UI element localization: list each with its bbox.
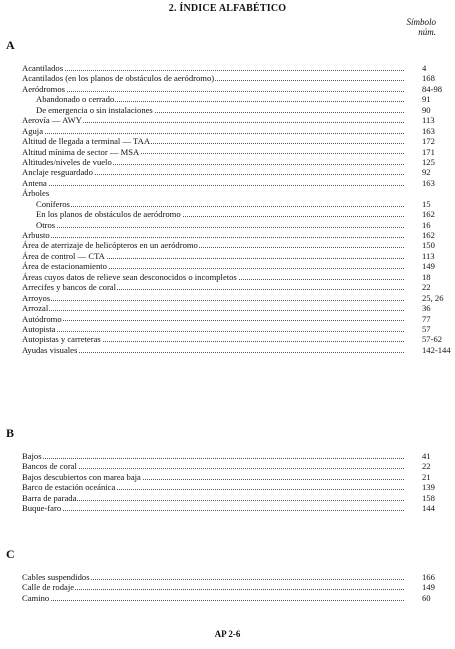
entry-label: Camino — [22, 592, 50, 603]
entry-label: Altitud de llegada a terminal — TAA — [22, 136, 151, 147]
entry-label-cell — [22, 251, 404, 261]
entry-symbol-number: 172 — [422, 136, 435, 147]
entry-symbol-number: 84-98 — [422, 83, 443, 94]
entry-symbol-number: 18 — [422, 271, 431, 282]
entry-label: Bajos — [22, 451, 42, 461]
entry-label-cell — [22, 293, 404, 303]
index-entry — [22, 167, 436, 177]
index-entry — [22, 482, 436, 492]
entry-label-cell — [22, 493, 404, 503]
entry-label-cell — [22, 147, 404, 157]
index-entry — [22, 503, 436, 513]
entry-symbol-number: 4 — [422, 63, 427, 73]
index-entry — [22, 126, 436, 136]
index-subentry — [22, 94, 436, 104]
entry-symbol-number: 77 — [422, 313, 431, 324]
entry-symbol-number: 90 — [422, 104, 431, 115]
entry-label: Arrozal — [22, 303, 49, 314]
entry-label: Otros — [36, 219, 56, 230]
entry-label: Autopistas y carreteras — [22, 334, 101, 345]
index-entry — [22, 147, 436, 157]
entry-symbol-number: 57-62 — [422, 334, 443, 345]
page-footer: AP 2-6 — [214, 629, 241, 639]
entry-label-cell — [22, 136, 404, 146]
entry-label-cell — [36, 209, 404, 219]
entry-label-cell — [22, 582, 404, 592]
entry-label-cell — [22, 334, 404, 344]
entry-symbol-number: 60 — [422, 592, 431, 603]
column-header-symbol: Símbolo — [406, 17, 436, 27]
entry-label-cell — [22, 157, 404, 167]
entry-label-cell — [22, 451, 404, 461]
index-entry — [22, 593, 436, 603]
index-entry — [22, 261, 436, 271]
entry-label: Barra de parada — [22, 492, 77, 503]
entry-symbol-number: 36 — [422, 303, 431, 314]
entry-label-cell — [22, 314, 404, 324]
entry-symbol-number: 149 — [422, 261, 435, 272]
index-entry — [22, 83, 443, 94]
entry-label: Abandonado o cerrado — [36, 94, 115, 105]
entry-symbol-number: 91 — [422, 94, 431, 105]
section-c-entries — [22, 572, 436, 603]
entry-symbol-number: 163 — [422, 177, 435, 188]
entry-symbol-number: 149 — [422, 582, 435, 593]
entry-label-cell — [36, 105, 404, 115]
index-entry — [22, 282, 436, 292]
entry-label-cell — [22, 188, 404, 198]
section-letter-c: C — [6, 547, 15, 561]
index-entry — [22, 230, 436, 240]
entry-label-cell — [22, 303, 404, 313]
index-entry — [22, 472, 436, 482]
entry-label: Ayudas visuales — [22, 344, 78, 355]
entry-label-cell — [22, 324, 404, 334]
entry-symbol-number: 139 — [422, 482, 435, 493]
index-entry — [22, 188, 436, 198]
index-entry — [22, 334, 443, 345]
entry-symbol-number: 163 — [422, 125, 435, 136]
index-entry — [22, 303, 436, 313]
entry-label: Arrecifes y bancos de coral — [22, 282, 117, 293]
index-subentry — [22, 105, 436, 115]
entry-label: Altitudes/niveles de vuelo — [22, 156, 112, 167]
column-header-number: núm. — [418, 27, 436, 37]
index-entry — [22, 451, 436, 461]
index-entry — [22, 115, 436, 125]
entry-label: Área de control — CTA — [22, 250, 105, 261]
index-entry — [22, 178, 436, 188]
entry-label: Bajos descubiertos con marea baja — [22, 471, 141, 482]
entry-label: Acantilados — [22, 63, 64, 73]
entry-label: Áreas cuyos datos de relieve sean desconocidos o incompletos — [22, 271, 237, 282]
entry-label: Buque-faro — [22, 503, 62, 514]
entry-symbol-number: 21 — [422, 471, 431, 482]
index-entry — [22, 157, 436, 167]
entry-symbol-number: 25, 26 — [422, 292, 444, 303]
index-subentry — [22, 220, 436, 230]
entry-label-cell — [22, 482, 404, 492]
section-letter-b: B — [6, 426, 15, 440]
entry-label: Aguja — [22, 125, 44, 136]
entry-symbol-number: 22 — [422, 282, 431, 293]
entry-label: Calle de rodaje — [22, 582, 75, 593]
index-subentry — [22, 209, 436, 219]
entry-symbol-number: 16 — [422, 219, 431, 230]
entry-symbol-number: 144 — [422, 503, 435, 514]
entry-label-cell — [36, 94, 404, 104]
entry-symbol-number: 57 — [422, 323, 431, 334]
entry-symbol-number: 113 — [422, 115, 435, 126]
index-entry — [22, 461, 436, 471]
entry-symbol-number: 166 — [422, 572, 435, 582]
entry-label-cell — [22, 84, 404, 94]
entry-label: Altitud mínima de sector — MSA — [22, 146, 140, 157]
entry-symbol-number: 162 — [422, 209, 435, 220]
entry-label: Barco de estación oceánica — [22, 482, 116, 493]
index-entry — [22, 582, 436, 592]
entry-label: De emergencia o sin instalaciones — [36, 104, 153, 115]
index-entry — [22, 240, 436, 250]
section-b-entries — [22, 451, 436, 514]
entry-label: Autopista — [22, 323, 56, 334]
entry-label: Arbusto — [22, 230, 50, 240]
entry-label-cell — [22, 63, 404, 73]
entry-label-cell — [22, 472, 404, 482]
entry-label-cell — [22, 73, 404, 83]
entry-label: Área de aterrizaje de helicópteros en un aeródromo — [22, 240, 198, 251]
index-entry — [22, 344, 451, 355]
index-entry — [22, 314, 436, 324]
entry-label: Arroyos — [22, 292, 51, 303]
entry-label: Bancos de coral — [22, 461, 77, 472]
index-entry — [22, 324, 436, 334]
entry-symbol-number: 125 — [422, 156, 435, 167]
entry-label: Autódromo — [22, 313, 62, 324]
section-letter-a: A — [6, 38, 15, 52]
entry-symbol-number: 15 — [422, 198, 431, 209]
entry-label: Aerovía — AWY — [22, 115, 82, 126]
entry-label-cell — [22, 178, 404, 188]
entry-symbol-number: 22 — [422, 461, 431, 472]
entry-label-cell — [22, 167, 404, 177]
entry-label-cell — [22, 230, 404, 240]
entry-label: Coníferos — [36, 198, 70, 209]
index-subentry — [22, 199, 436, 209]
entry-label-cell — [36, 220, 404, 230]
index-entry — [22, 292, 444, 303]
entry-label-cell — [22, 461, 404, 471]
section-a-entries — [22, 63, 451, 355]
entry-symbol-number: 171 — [422, 146, 435, 157]
entry-label: Área de estacionamiento — [22, 261, 107, 272]
entry-label: En los planos de obstáculos de aeródromo — [36, 209, 181, 220]
entry-symbol-number: 41 — [422, 451, 431, 461]
index-entry — [22, 73, 436, 83]
index-entry — [22, 136, 436, 146]
entry-label-cell — [22, 115, 404, 125]
entry-label-cell — [22, 272, 404, 282]
entry-label-cell — [22, 593, 404, 603]
entry-label: Aeródromos — [22, 83, 65, 94]
page-title: 2. ÍNDICE ALFABÉTICO — [168, 3, 287, 14]
entry-label: Acantilados (en los planos de obstáculos de aeródromo) — [22, 73, 215, 84]
entry-symbol-number: 150 — [422, 240, 435, 251]
entry-label: Anclaje resguardado — [22, 167, 93, 178]
entry-label-cell — [22, 282, 404, 292]
entry-symbol-number: 92 — [422, 167, 431, 178]
entry-label-cell — [36, 199, 404, 209]
entry-symbol-number: 142-144 — [422, 344, 451, 355]
entry-label: Árboles — [22, 188, 50, 199]
column-header — [406, 17, 436, 37]
entry-label: Cables suspendidos — [22, 572, 90, 582]
index-entry — [22, 493, 436, 503]
entry-label-cell — [22, 345, 404, 355]
entry-label: Antena — [22, 177, 47, 188]
index-entry — [22, 572, 436, 582]
entry-label-cell — [22, 572, 404, 582]
index-entry — [22, 272, 436, 282]
entry-symbol-number: 113 — [422, 250, 435, 261]
entry-symbol-number: 162 — [422, 230, 435, 240]
entry-label-cell — [22, 261, 404, 271]
entry-symbol-number: 158 — [422, 492, 435, 503]
entry-label-cell — [22, 126, 404, 136]
entry-label-cell — [22, 503, 404, 513]
entry-symbol-number: 168 — [422, 73, 435, 84]
index-entry — [22, 63, 436, 73]
entry-label-cell — [22, 240, 404, 250]
index-entry — [22, 251, 436, 261]
